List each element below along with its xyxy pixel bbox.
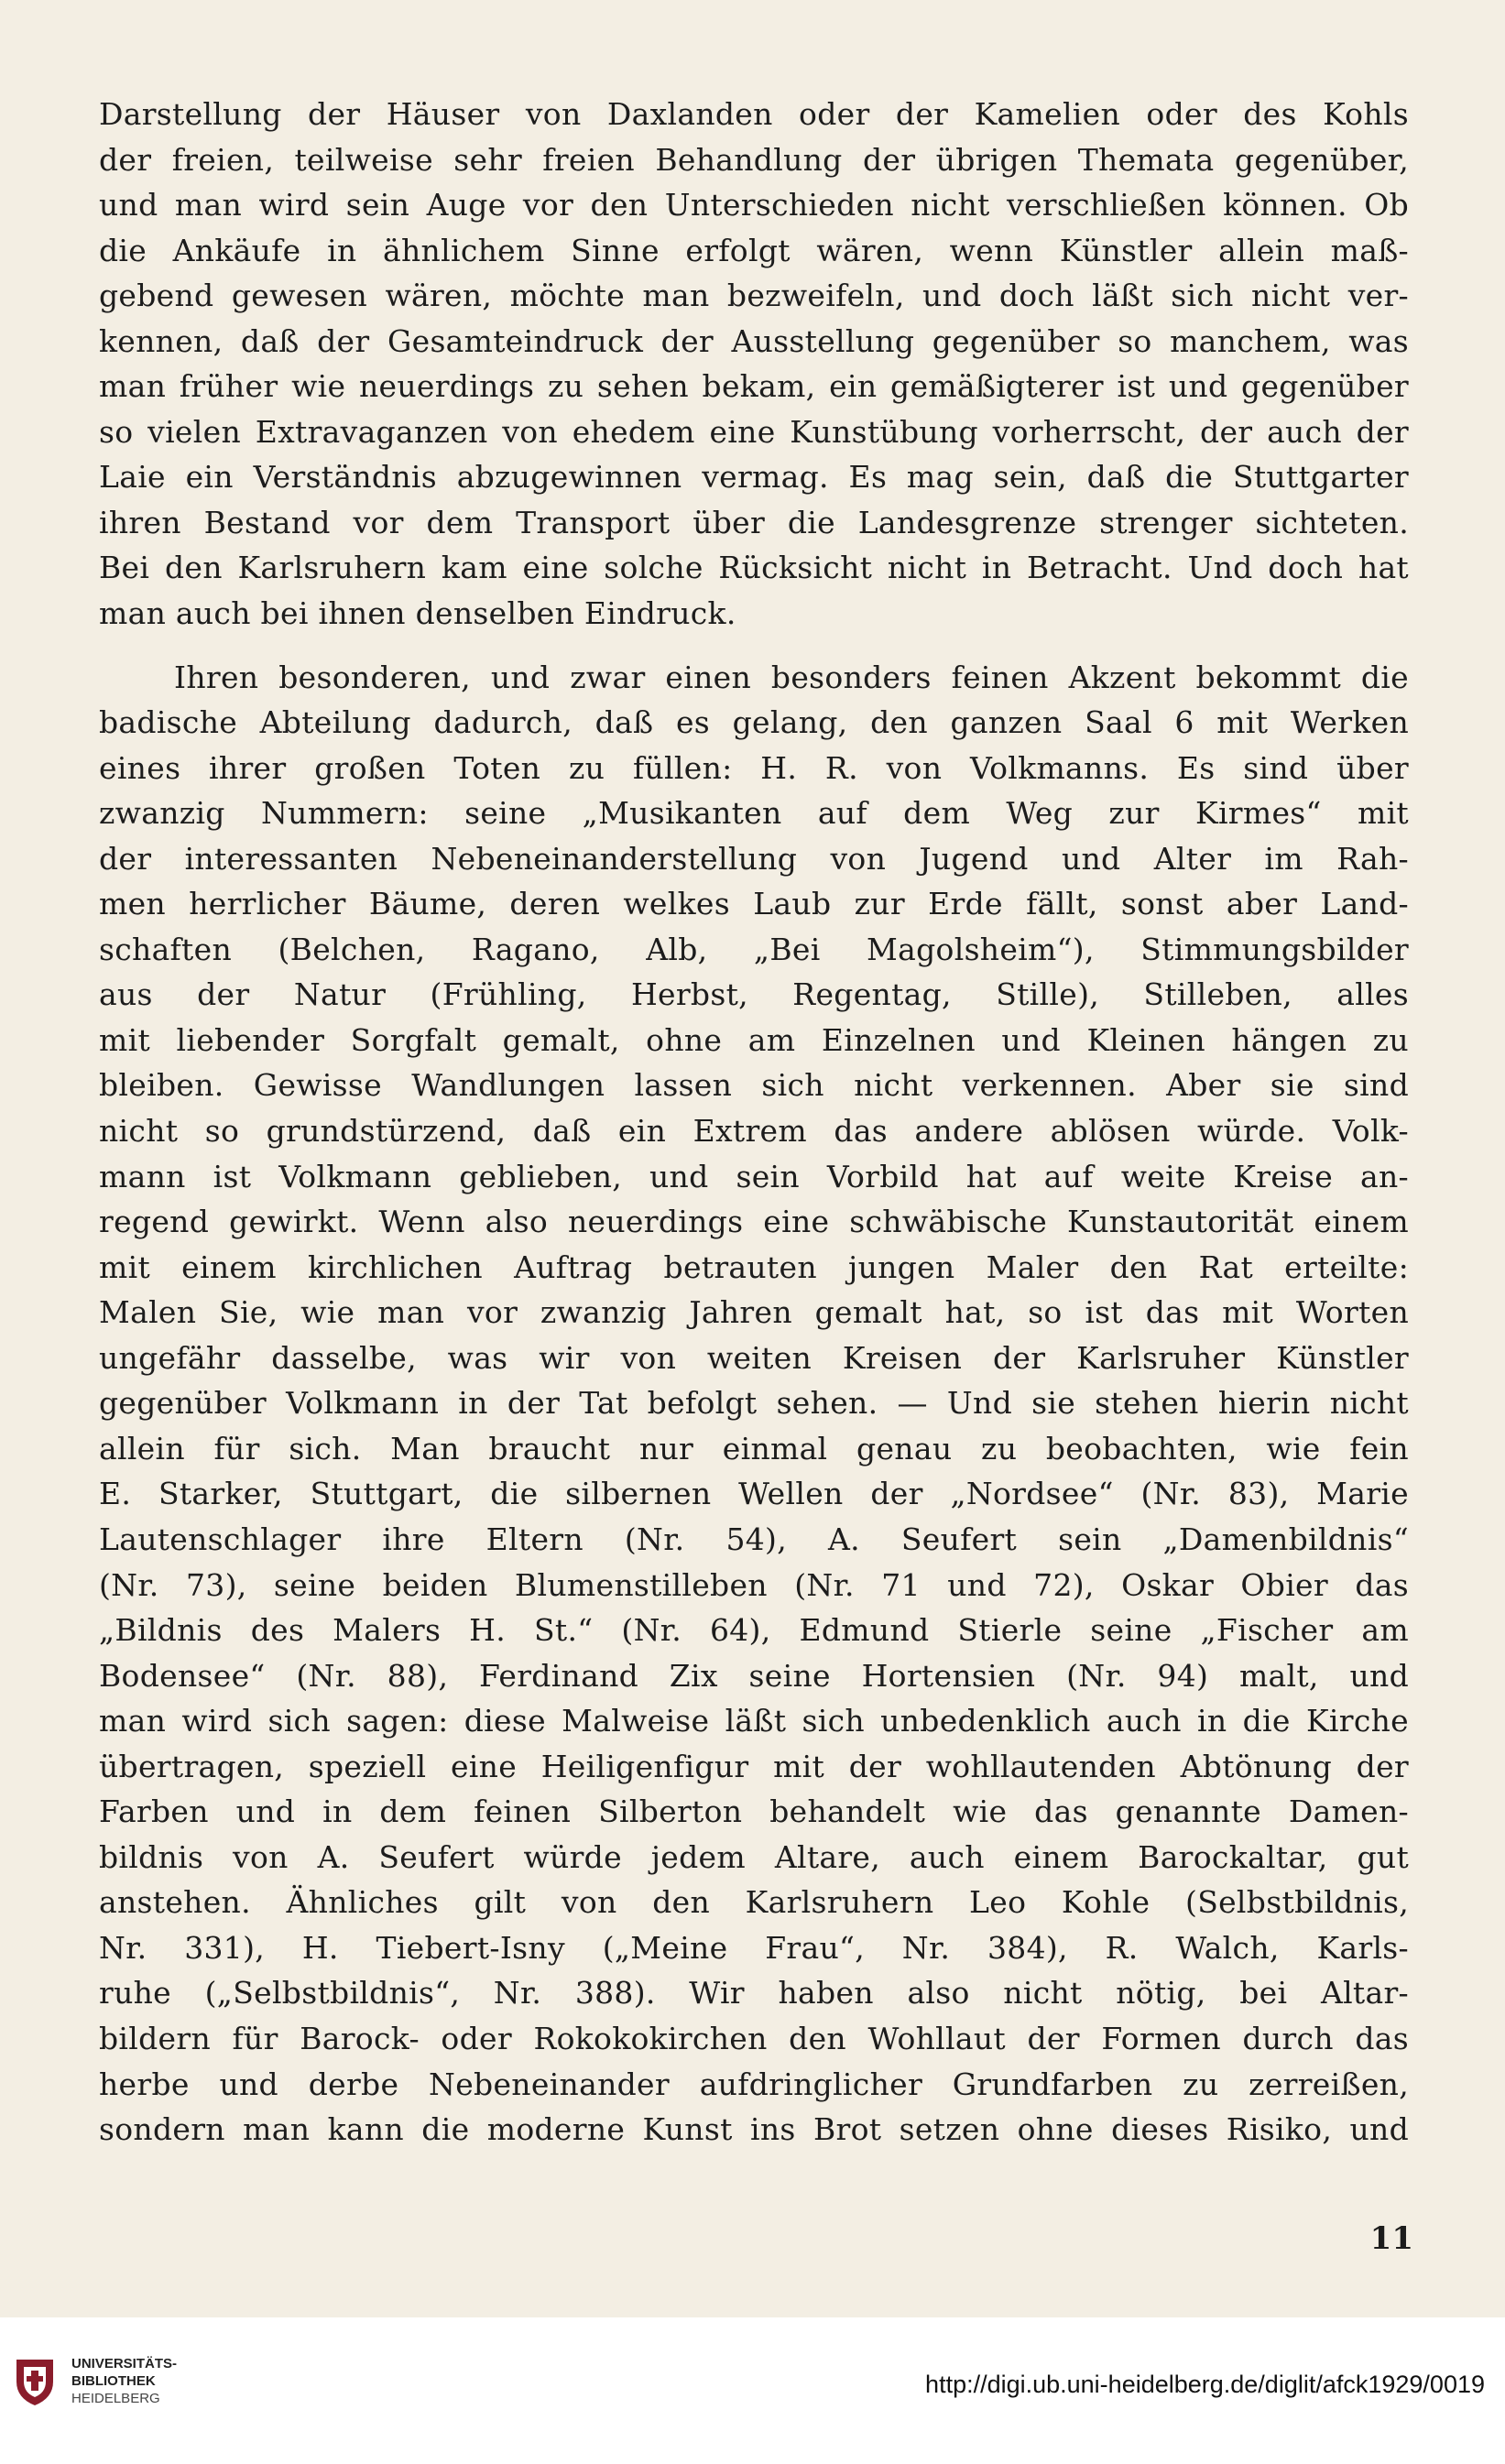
text-line: eines ihrer großen Toten zu füllen: H. R. von Volkmanns. Es sind über — [99, 749, 1409, 786]
page-number: 11 — [1369, 2220, 1413, 2257]
text-line: Malen Sie, wie man vor zwanzig Jahren gemalt hat, so ist das mit Worten — [99, 1294, 1409, 1331]
text-line: E. Starker, Stuttgart, die silbernen Wellen der „Nordsee“ (Nr. 83), Marie — [99, 1476, 1409, 1512]
text-line: sondern man kann die moderne Kunst ins Brot setzen ohne dieses Risiko, und — [99, 2111, 1409, 2148]
text-line: und man wird sein Auge vor den Unterschieden nicht verschließen können. Ob — [99, 187, 1409, 224]
text-line: aus der Natur (Frühling, Herbst, Regentag, Stille), Stilleben, alles — [99, 976, 1409, 1013]
text-line: der interessanten Nebeneinanderstellung von Jugend und Alter im Rah- — [99, 840, 1409, 877]
text-line: Lautenschlager ihre Eltern (Nr. 54), A. Seufert sein „Damenbildnis“ — [99, 1521, 1409, 1557]
text-line: man früher wie neuerdings zu sehen bekam, ein gemäßigterer ist und gegenüber — [99, 368, 1409, 405]
paragraph-2 — [99, 655, 1409, 2153]
text-line: bildern für Barock- oder Rokokokirchen den Wohllaut der Formen durch das — [99, 2020, 1409, 2056]
text-line: Nr. 331), H. Tiebert-Isny („Meine Frau“, Nr. 384), R. Walch, Karls- — [99, 1929, 1409, 1966]
text-line: Bei den Karlsruhern kam eine solche Rücksicht nicht in Betracht. Und doch hat — [99, 550, 1409, 586]
text-line: mit einem kirchlichen Auftrag betrauten jungen Maler den Rat erteilte: — [99, 1248, 1409, 1285]
body-text — [99, 92, 1409, 2153]
text-line: Laie ein Verständnis abzugewinnen vermag. Es mag sein, daß die Stuttgarter — [99, 459, 1409, 496]
text-line: übertragen, speziell eine Heiligenfigur mit der wohllautenden Abtönung der — [99, 1748, 1409, 1784]
text-line: Ihren besonderen, und zwar einen besonders feinen Akzent bekommt die — [174, 659, 1409, 695]
text-line: Bodensee“ (Nr. 88), Ferdinand Zix seine Hortensien (Nr. 94) malt, und — [99, 1657, 1409, 1694]
text-line: bleiben. Gewisse Wandlungen lassen sich nicht verkennen. Aber sie sind — [99, 1067, 1409, 1104]
text-line: nicht so grundstürzend, daß ein Extrem das andere ablösen würde. Volk- — [99, 1113, 1409, 1150]
text-line: schaften (Belchen, Ragano, Alb, „Bei Magolsheim“), Stimmungsbilder — [99, 931, 1409, 967]
library-name-line-1: UNIVERSITÄTS- — [71, 2355, 178, 2371]
paragraph-1 — [99, 92, 1409, 637]
text-line: „Bildnis des Malers H. St.“ (Nr. 64), Edmund Stierle seine „Fischer am — [99, 1612, 1409, 1649]
viewer-footer — [0, 2317, 1505, 2464]
text-line: die Ankäufe in ähnlichem Sinne erfolgt wären, wenn Künstler allein maß- — [99, 232, 1409, 268]
library-name-line-3: HEIDELBERG — [71, 2390, 160, 2406]
text-line: kennen, daß der Gesamteindruck der Ausstellung gegenüber so manchem, was — [99, 322, 1409, 359]
text-line: so vielen Extravaganzen von ehedem eine Kunstübung vorherrscht, der auch der — [99, 413, 1409, 450]
text-line: bildnis von A. Seufert würde jedem Altare, auch einem Barockaltar, gut — [99, 1838, 1409, 1875]
university-seal-icon — [13, 2354, 57, 2407]
text-line: regend gewirkt. Wenn also neuerdings eine schwäbische Kunstautorität einem — [99, 1204, 1409, 1240]
library-name-line-2: BIBLIOTHEK — [71, 2372, 156, 2389]
text-line: ruhe („Selbstbildnis“, Nr. 388). Wir haben also nicht nötig, bei Altar- — [99, 1975, 1409, 2012]
text-line: Farben und in dem feinen Silberton behandelt wie das genannte Damen- — [99, 1793, 1409, 1830]
text-line: allein für sich. Man braucht nur einmal genau zu beobachten, wie fein — [99, 1430, 1409, 1466]
text-line: (Nr. 73), seine beiden Blumenstilleben (Nr. 71 und 72), Oskar Obier das — [99, 1566, 1409, 1603]
text-line: der freien, teilweise sehr freien Behandlung der übrigen Themata gegenüber, — [99, 141, 1409, 178]
text-line: herbe und derbe Nebeneinander aufdringlicher Grundfarben zu zerreißen, — [99, 2066, 1409, 2102]
text-line: Darstellung der Häuser von Daxlanden oder der Kamelien oder des Kohls — [99, 96, 1409, 132]
text-line: anstehen. Ähnliches gilt von den Karlsruhern Leo Kohle (Selbstbildnis, — [99, 1884, 1409, 1921]
library-name — [71, 2355, 177, 2407]
paragraph-gap — [99, 637, 1409, 655]
text-line: gebend gewesen wären, möchte man bezweifeln, und doch läßt sich nicht ver- — [99, 278, 1409, 314]
text-line: ungefähr dasselbe, was wir von weiten Kreisen der Karlsruher Künstler — [99, 1339, 1409, 1376]
text-line: badische Abteilung dadurch, daß es gelang, den ganzen Saal 6 mit Werken — [99, 704, 1409, 741]
text-line: gegenüber Volkmann in der Tat befolgt sehen. — Und sie stehen hierin nicht — [99, 1385, 1409, 1422]
library-logo[interactable] — [13, 2354, 177, 2407]
source-url-link[interactable]: http://digi.ub.uni-heidelberg.de/diglit/afck1929/0019 — [925, 2371, 1485, 2398]
text-line: zwanzig Nummern: seine „Musikanten auf dem Weg zur Kirmes“ mit — [99, 795, 1409, 832]
text-line: man auch bei ihnen denselben Eindruck. — [99, 595, 736, 632]
text-line: mit liebender Sorgfalt gemalt, ohne am Einzelnen und Kleinen hängen zu — [99, 1021, 1409, 1058]
text-line: men herrlicher Bäume, deren welkes Laub zur Erde fällt, sonst aber Land- — [99, 886, 1409, 922]
text-line: man wird sich sagen: diese Malweise läßt sich unbedenklich auch in die Kirche — [99, 1703, 1409, 1739]
text-line: mann ist Volkmann geblieben, und sein Vorbild hat auf weite Kreise an- — [99, 1158, 1409, 1194]
text-line: ihren Bestand vor dem Transport über die Landesgrenze strenger sichteten. — [99, 504, 1409, 540]
